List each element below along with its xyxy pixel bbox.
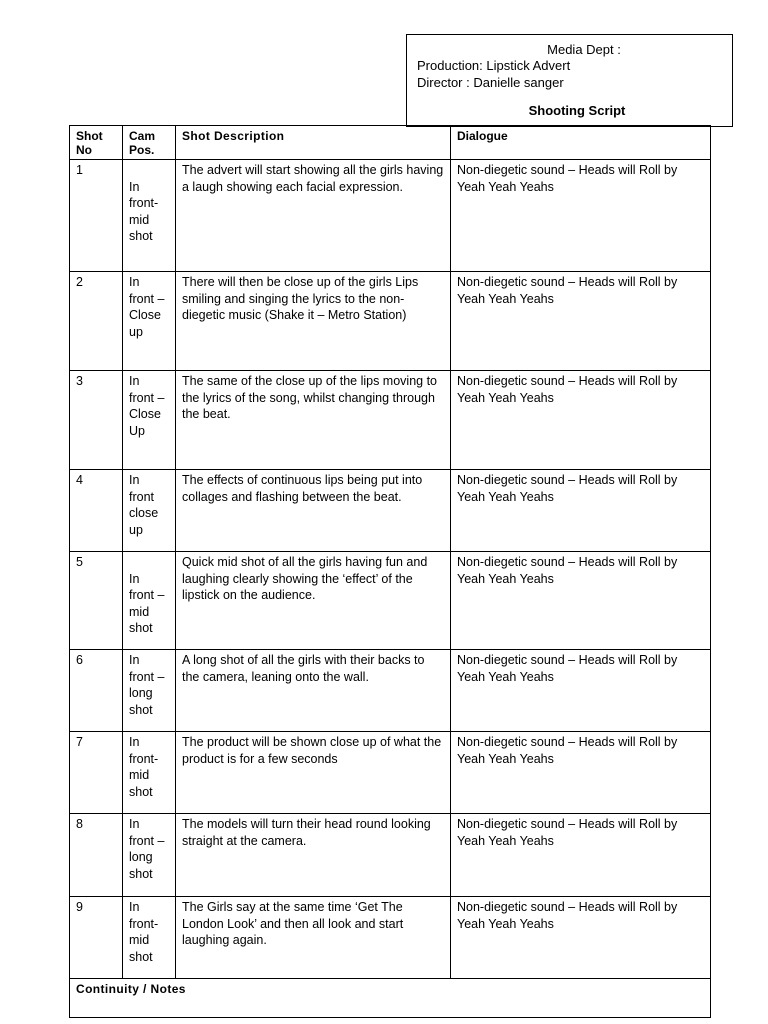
camera-position bbox=[123, 650, 176, 732]
shot-description: A long shot of all the girls with their backs to the camera, leaning onto the wall. bbox=[176, 650, 451, 732]
camera-position-line: Close bbox=[129, 308, 161, 322]
camera-position-line: mid bbox=[129, 212, 150, 227]
column-header-dialogue: Dialogue bbox=[451, 126, 711, 160]
document-title: Shooting Script bbox=[528, 103, 626, 118]
camera-position bbox=[123, 160, 176, 272]
camera-position-line: front- bbox=[129, 751, 159, 766]
camera-position-line: Close bbox=[129, 407, 161, 421]
column-header-shot-description: Shot Description bbox=[176, 126, 451, 160]
camera-position-line bbox=[129, 162, 170, 179]
notes-row bbox=[70, 979, 711, 1018]
table-row bbox=[70, 160, 711, 272]
camera-position-line: In bbox=[129, 571, 140, 586]
dialogue: Non-diegetic sound – Heads will Roll by Yeah Yeah Yeahs bbox=[451, 650, 711, 732]
camera-position-line: shot bbox=[129, 621, 153, 635]
camera-position-line: long bbox=[129, 686, 153, 700]
camera-position-line: front – bbox=[129, 588, 165, 602]
camera-position-line bbox=[129, 554, 170, 571]
camera-position-line: close bbox=[129, 506, 159, 520]
table-header-row bbox=[70, 126, 711, 160]
production-info-box bbox=[406, 34, 733, 127]
production-label: Production: Lipstick Advert bbox=[417, 58, 571, 73]
camera-position-line: front – bbox=[129, 833, 165, 848]
dialogue: Non-diegetic sound – Heads will Roll by Yeah Yeah Yeahs bbox=[451, 897, 711, 979]
column-header-cam-pos: Cam Pos. bbox=[123, 126, 176, 160]
table-row bbox=[70, 470, 711, 552]
camera-position-line: up bbox=[129, 522, 143, 537]
shot-number: 7 bbox=[70, 732, 123, 814]
shot-number: 6 bbox=[70, 650, 123, 732]
dialogue: Non-diegetic sound – Heads will Roll by Yeah Yeah Yeahs bbox=[451, 732, 711, 814]
camera-position-line: In bbox=[129, 374, 140, 388]
camera-position-line: mid bbox=[129, 933, 150, 947]
column-header-shot-no: Shot No bbox=[70, 126, 123, 160]
table-row bbox=[70, 732, 711, 814]
camera-position-line: shot bbox=[129, 949, 153, 964]
shot-description: The same of the close up of the lips moving to the lyrics of the song, whilst changing through the beat. bbox=[176, 371, 451, 470]
camera-position-line: front bbox=[129, 489, 155, 504]
shooting-script-table bbox=[69, 125, 711, 1018]
shot-number: 8 bbox=[70, 814, 123, 897]
camera-position-line: front – bbox=[129, 669, 165, 684]
shot-number: 3 bbox=[70, 371, 123, 470]
camera-position-line: In bbox=[129, 735, 140, 749]
camera-position-line: In bbox=[129, 275, 140, 289]
dialogue: Non-diegetic sound – Heads will Roll by Yeah Yeah Yeahs bbox=[451, 160, 711, 272]
camera-position-line: up bbox=[129, 324, 143, 339]
table-row bbox=[70, 650, 711, 732]
director-label: Director : Danielle sanger bbox=[417, 75, 564, 90]
camera-position-line: front- bbox=[129, 916, 159, 931]
media-dept-label: Media Dept : bbox=[547, 42, 621, 57]
table-row bbox=[70, 814, 711, 897]
camera-position-line: long bbox=[129, 850, 153, 864]
shot-description: The advert will start showing all the girls having a laugh showing each facial expression. bbox=[176, 160, 451, 272]
camera-position-line: shot bbox=[129, 702, 153, 717]
dialogue: Non-diegetic sound – Heads will Roll by Yeah Yeah Yeahs bbox=[451, 272, 711, 371]
shot-number: 2 bbox=[70, 272, 123, 371]
camera-position bbox=[123, 814, 176, 897]
camera-position-line: front- bbox=[129, 196, 159, 210]
camera-position bbox=[123, 272, 176, 371]
dialogue: Non-diegetic sound – Heads will Roll by Yeah Yeah Yeahs bbox=[451, 470, 711, 552]
shot-number: 5 bbox=[70, 552, 123, 650]
camera-position-line: mid bbox=[129, 604, 150, 619]
shot-description: The effects of continuous lips being put into collages and flashing between the beat. bbox=[176, 470, 451, 552]
shot-number: 4 bbox=[70, 470, 123, 552]
camera-position-line: In bbox=[129, 179, 140, 194]
camera-position bbox=[123, 897, 176, 979]
camera-position bbox=[123, 371, 176, 470]
camera-position-line: shot bbox=[129, 784, 153, 799]
dialogue: Non-diegetic sound – Heads will Roll by Yeah Yeah Yeahs bbox=[451, 371, 711, 470]
camera-position-line: Up bbox=[129, 423, 145, 438]
camera-position bbox=[123, 470, 176, 552]
camera-position-line: shot bbox=[129, 229, 153, 243]
shot-description: Quick mid shot of all the girls having fun and laughing clearly showing the ‘effect’ of the lipstick on the audience. bbox=[176, 552, 451, 650]
table-row bbox=[70, 897, 711, 979]
shot-description: There will then be close up of the girls Lips smiling and singing the lyrics to the non-diegetic music (Shake it – Metro Station) bbox=[176, 272, 451, 371]
continuity-notes-label: Continuity / Notes bbox=[70, 979, 711, 1018]
camera-position-line: In bbox=[129, 817, 140, 831]
shot-number: 1 bbox=[70, 160, 123, 272]
camera-position bbox=[123, 552, 176, 650]
table-row bbox=[70, 552, 711, 650]
camera-position bbox=[123, 732, 176, 814]
camera-position-line: shot bbox=[129, 866, 153, 881]
table-row bbox=[70, 371, 711, 470]
dialogue: Non-diegetic sound – Heads will Roll by Yeah Yeah Yeahs bbox=[451, 814, 711, 897]
table-row bbox=[70, 272, 711, 371]
shot-description: The Girls say at the same time ‘Get The London Look’ and then all look and start laughing again. bbox=[176, 897, 451, 979]
shot-number: 9 bbox=[70, 897, 123, 979]
camera-position-line: In bbox=[129, 473, 140, 487]
camera-position-line: front – bbox=[129, 390, 165, 405]
shot-description: The models will turn their head round looking straight at the camera. bbox=[176, 814, 451, 897]
camera-position-line: In bbox=[129, 900, 140, 914]
camera-position-line: mid bbox=[129, 768, 150, 782]
shot-description: The product will be shown close up of what the product is for a few seconds bbox=[176, 732, 451, 814]
camera-position-line: In bbox=[129, 653, 140, 667]
camera-position-line: front – bbox=[129, 291, 165, 306]
dialogue: Non-diegetic sound – Heads will Roll by Yeah Yeah Yeahs bbox=[451, 552, 711, 650]
